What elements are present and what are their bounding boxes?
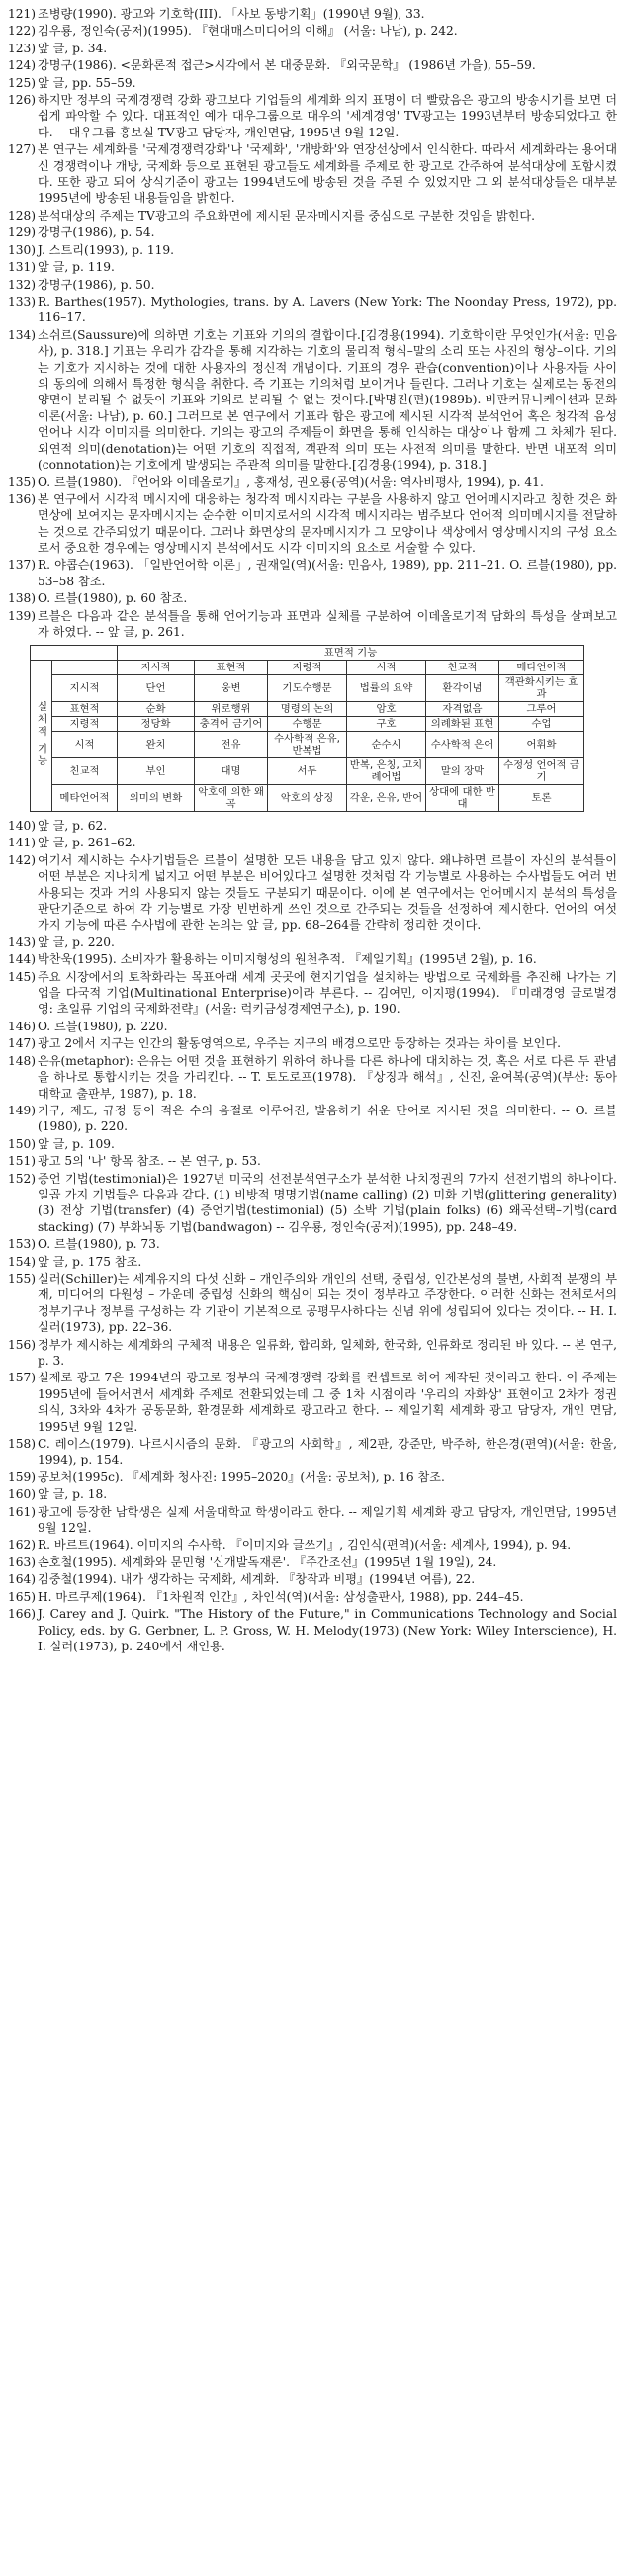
footnote-number: 153) xyxy=(8,1237,37,1252)
footnote-number: 128) xyxy=(8,208,37,222)
table-cell: 각운, 은유, 반어 xyxy=(347,785,426,812)
footnote-number: 164) xyxy=(8,1572,37,1587)
footnote-number: 121) xyxy=(8,7,37,21)
footnote xyxy=(8,6,617,22)
footnote xyxy=(8,1469,617,1485)
table-cell: 위로행위 xyxy=(195,702,268,717)
footnote-text: J. 스트리(1993), p. 119. xyxy=(38,242,174,257)
footnote xyxy=(8,1271,617,1336)
footnote xyxy=(8,1504,617,1537)
table-row-header: 시적 xyxy=(52,732,118,758)
footnote xyxy=(8,852,617,933)
footnote xyxy=(8,1554,617,1570)
table-row-header: 메타언어적 xyxy=(52,785,118,812)
footnote-number: 155) xyxy=(8,1271,37,1286)
footnote xyxy=(8,224,617,240)
footnote-number: 137) xyxy=(8,558,37,573)
table-cell: 충격어 금기어 xyxy=(195,717,268,732)
footnote-text: 공보처(1995c). 『세계화 청사진: 1995–2020』(서울: 공보처), p. 16 참조. xyxy=(38,1469,445,1484)
footnote-text: 강명구(1986), p. 50. xyxy=(38,277,155,292)
footnote-text: 앞 글, p. 175 참조. xyxy=(38,1254,142,1269)
footnote-text: 앞 글, p. 34. xyxy=(38,41,108,55)
function-table-figure xyxy=(30,645,583,812)
footnote-number: 124) xyxy=(8,58,37,73)
footnote-text: 은유(metaphor): 은유는 어떤 것을 표현하기 위하여 하나를 다른 하나에 대치하는 것, 혹은 서로 다른 두 관념을 하나로 통합시키는 것을 가리킨다. -- T. 토도로프(1978). 『상징과 해석』, 신진, 윤여복(공역)(부산: 동아대학교 출판부, 1987), p. 18. xyxy=(38,1053,617,1101)
table-row xyxy=(31,717,584,732)
footnote xyxy=(8,1537,617,1553)
table-cell: 의미의 변화 xyxy=(118,785,195,812)
table-cell: 자격없음 xyxy=(426,702,499,717)
footnote-text: 주요 시장에서의 토착화라는 목표아래 세계 곳곳에 현지기업을 설치하는 방법으로 국제화를 추진해 나가는 기업을 다국적 기업(Multinational Enterprise)이라 부른다. -- 김여민, 이지평(1994). 『미래경영 글로벌경영: 초일류 기업의 국제화전략』(서울: 럭키금성경제연구소), p. 190. xyxy=(38,969,617,1017)
footnote-number: 141) xyxy=(8,836,37,850)
footnote-text: 정부가 제시하는 세계화의 구체적 내용은 일류화, 합리화, 일체화, 한국화, 인류화로 정리된 바 있다. -- 본 연구, p. 3. xyxy=(38,1337,617,1368)
footnote xyxy=(8,1053,617,1102)
footnote-number: 131) xyxy=(8,260,37,275)
footnote-text: 본 연구는 세계화를 '국제경쟁력강화'나 '국제화', '개방화'와 연장선상에서 인식한다. 따라서 세계화라는 용어대신 경쟁력이나 개방, 국제화 등으로 표현된 광고들도 세계화를 주제로 한 광고로 간주하여 분석대상에 포함시켰다. 또한 광고 되어 상식기준이 광고는 1994년도에 방송된 것을 주된 수 있었지만 그 외 분석대상들은 대부분 1995년에 방송된 내용들임을 밝힌다. xyxy=(38,142,617,206)
table-cell: 수정성 언어적 금기 xyxy=(499,758,584,785)
table-cell: 객관화시키는 효과 xyxy=(499,675,584,702)
table-column-header: 시적 xyxy=(347,661,426,675)
footnote xyxy=(8,491,617,557)
table-row-header: 친교적 xyxy=(52,758,118,785)
footnote xyxy=(8,474,617,489)
footnote-text: 앞 글, pp. 55–59. xyxy=(38,75,136,90)
footnote xyxy=(8,1486,617,1502)
table-column-header: 표현적 xyxy=(195,661,268,675)
footnote-number: 160) xyxy=(8,1487,37,1502)
table-row-header: 지령적 xyxy=(52,717,118,732)
footnote-number: 123) xyxy=(8,41,37,55)
footnote xyxy=(8,818,617,834)
footnote-number: 144) xyxy=(8,952,37,967)
table-side-header xyxy=(31,661,52,812)
footnote-text: 여기서 제시하는 수사기법들은 르블이 설명한 모든 내용을 담고 있지 않다. 왜냐하면 르블이 자신의 분석틀이 어떤 부분은 지나치게 넓지고 어떤 부분은 비어있다고 설명한 것처럼 각 기능별로 사용하는 수사법들도 여러 번 사용되는 것과 거의 사용되지 않는 것들도 구분되기 때문이다. 이에 본 연구에서는 언어메시지 분석의 특성을 판단기준으로 하여 각 기능별로 가장 빈번하게 쓰인 것으로 간주되는 것들을 선정하여 제시한다. 언어의 여섯 가지 기능에 따른 수사법에 관한 논의는 앞 글, pp. 68–264를 간략히 정리한 것이다. xyxy=(38,852,617,933)
footnote xyxy=(8,969,617,1018)
table-cell: 대명 xyxy=(195,758,268,785)
footnote-number: 133) xyxy=(8,294,37,309)
table-row xyxy=(31,758,584,785)
footnote xyxy=(8,1035,617,1051)
footnote-text: 손호철(1995). 세계화와 문민형 '신개발독재론'. 『주간조선』(1995년 1월 19일), 24. xyxy=(38,1554,497,1569)
footnote xyxy=(8,242,617,258)
footnote-text: O. 르블(1980), p. 60 참조. xyxy=(38,591,188,606)
footnote xyxy=(8,277,617,293)
footnote xyxy=(8,141,617,207)
footnote xyxy=(8,835,617,850)
footnote-number: 125) xyxy=(8,75,37,90)
footnote-number: 162) xyxy=(8,1538,37,1553)
footnote-number: 159) xyxy=(8,1469,37,1484)
footnote xyxy=(8,590,617,606)
footnote-number: 129) xyxy=(8,225,37,240)
table-column-header: 친교적 xyxy=(426,661,499,675)
table-top-header: 표면적 기능 xyxy=(118,646,584,661)
footnote xyxy=(8,951,617,967)
footnote-text: R. 야콥슨(1963). 「일반언어학 이론」, 권재일(역)(서울: 민음사, 1989), pp. 211–21. O. 르블(1980), pp. 53–58 참조. xyxy=(38,558,617,588)
footnote-text: 앞 글, p. 62. xyxy=(38,819,108,833)
table-column-header: 지령적 xyxy=(268,661,347,675)
footnote xyxy=(8,327,617,474)
footnote-number: 154) xyxy=(8,1254,37,1269)
footnotes-bottom xyxy=(8,818,617,1655)
footnote-text: 르블은 다음과 같은 분석틀을 통해 언어기능과 표면과 실체를 구분하여 이데올로기적 담화의 특성을 살펴보고자 하였다. -- 앞 글, p. 261. xyxy=(38,608,617,640)
footnote-text: 강명구(1986), p. 54. xyxy=(38,225,155,240)
footnote-number: 138) xyxy=(8,591,37,606)
footnote-number: 165) xyxy=(8,1589,37,1604)
footnote-text: 앞 글, p. 18. xyxy=(38,1487,108,1502)
table-cell: 의례화된 표현 xyxy=(426,717,499,732)
footnote-number: 140) xyxy=(8,819,37,833)
footnote-text: 김중철(1994). 내가 생각하는 국제화, 세계화. 『창작과 비평』(1994년 여름), 22. xyxy=(38,1572,476,1587)
footnote xyxy=(8,934,617,950)
footnote-text: 광고 5의 '나' 항목 참조. -- 본 연구, p. 53. xyxy=(38,1154,261,1169)
table-cell: 말의 장막 xyxy=(426,758,499,785)
footnote-number: 143) xyxy=(8,934,37,949)
table-row xyxy=(31,675,584,702)
table-cell: 악호의 상징 xyxy=(268,785,347,812)
footnote-text: 실제로 광고 7은 1994년의 광고로 정부의 국제경쟁력 강화를 컨셉트로 하여 제작된 것이라고 한다. 이 주제는 1995년에 들어서면서 세계화 주제로 전환되었는데 그 중 1차 시점이라 '우리의 자화상' 표현이고 2차가 정권의식, 3차와 4차가 공동문화, 환경문화 세계화로 광고라고 한다. -- 제일기획 세계화 광고 담당자, 개인 면담, 1995년 9월 12일. xyxy=(38,1371,617,1434)
footnote xyxy=(8,208,617,223)
footnote-number: 156) xyxy=(8,1337,37,1352)
footnote xyxy=(8,294,617,326)
footnote xyxy=(8,1606,617,1654)
footnote-number: 126) xyxy=(8,93,37,108)
table-cell: 정당화 xyxy=(118,717,195,732)
table-side-header-label: 실체적 기능 xyxy=(35,700,47,768)
footnote-number: 166) xyxy=(8,1607,37,1622)
table-column-header-row xyxy=(31,661,584,675)
footnote-text: 강명구(1986). <문화론적 접근>시각에서 본 대중문화. 『외국문학』 (1986년 가을), 55–59. xyxy=(38,58,536,73)
footnote-number: 152) xyxy=(8,1171,37,1186)
footnote-text: 증언 기법(testimonial)은 1927년 미국의 선전분석연구소가 분석한 나치정권의 7가지 선전기법의 하나이다. 일곱 가지 기법들은 다음과 같다. (1) 비방적 명명기법(name calling) (2) 미화 기법(glittering generality) (3) 전상 기법(transfer) (4) 증언기법(testimonial) (5) 소박 기법(plain folks) (6) 왜곡선택–기법(card stacking) (7) 부화뇌동 기법(bandwagon) -- 김우룡, 정인숙(공저)(1995), pp. 248–49. xyxy=(38,1171,617,1234)
table-cell: 수업 xyxy=(499,717,584,732)
footnote-text: 앞 글, p. 220. xyxy=(38,934,115,949)
table-cell: 반복, 은칭, 고치례어법 xyxy=(347,758,426,785)
footnote-text: O. 르블(1980). 『언어와 이데올로기』, 홍재성, 권오룡(공역)(서울: 역사비평사, 1994), p. 41. xyxy=(38,475,544,489)
footnote-text: 분석대상의 주제는 TV광고의 주요화면에 제시된 문자메시지를 중심으로 구분한 것임을 밝힌다. xyxy=(38,208,536,222)
footnote-text: J. Carey and J. Quirk. "The History of the Future," in Communications Technology and Social Policy, eds. by G. Gerbner, L. P. Gross, W. H. Melody(1973) (New York: Wiley Interscience), H. I. 실러(1973), p. 240에서 재인용. xyxy=(38,1607,617,1653)
footnotes-top xyxy=(8,6,617,641)
table-cell: 순화 xyxy=(118,702,195,717)
table-cell: 단언 xyxy=(118,675,195,702)
table-top-header-row xyxy=(31,646,584,661)
footnote-text: H. 마르쿠제(1964). 『1차원적 인간』, 차인석(역)(서울: 삼성출판사, 1988), pp. 244–45. xyxy=(38,1589,524,1604)
footnote-text: 조병량(1990). 광고와 기호학(III). 「사보 동방기획」(1990년 9월), 33. xyxy=(38,7,425,21)
footnote xyxy=(8,1136,617,1152)
footnote-number: 134) xyxy=(8,327,37,342)
footnote-text: R. Barthes(1957). Mythologies, trans. by A. Lavers (New York: The Noonday Press, 1972), pp. 116–17. xyxy=(38,294,617,325)
language-function-table xyxy=(30,645,584,812)
footnote-number: 127) xyxy=(8,142,37,157)
footnote-number: 122) xyxy=(8,24,37,39)
footnote-number: 139) xyxy=(8,608,37,623)
table-row xyxy=(31,702,584,717)
footnote-text: O. 르블(1980), p. 73. xyxy=(38,1237,160,1252)
footnote-text: 박찬욱(1995). 소비자가 활용하는 이미지형성의 원천추적. 『제일기획』(1995년 2월), p. 16. xyxy=(38,952,537,967)
footnote-text: 앞 글, p. 109. xyxy=(38,1136,115,1151)
footnote xyxy=(8,1436,617,1468)
footnote-number: 157) xyxy=(8,1371,37,1385)
table-column-header xyxy=(52,661,118,675)
footnote-number: 151) xyxy=(8,1154,37,1169)
footnote xyxy=(8,1571,617,1587)
footnote-text: 본 연구에서 시각적 메시지에 대응하는 청각적 메시지라는 구분을 사용하지 않고 언어메시지라고 칭한 것은 화면상에 보여지는 문자메시지는 순수한 이미지로서의 시각적 메시지라는 범주보다 언어적 의미메시지를 전달하는 것으로 간주되었기 때문이다. 그러나 화면상의 문자메시지가 그 모양이나 색상에서 영상메시지의 구성 요소로서 중요한 경우에는 영상메시지 분석에서도 시각 이미지의 요소로 서술할 수 있다. xyxy=(38,491,617,555)
footnote-number: 136) xyxy=(8,491,37,506)
table-cell: 순수시 xyxy=(347,732,426,758)
footnote-number: 150) xyxy=(8,1136,37,1151)
footnote-number: 145) xyxy=(8,969,37,984)
footnote-text: C. 레이스(1979). 나르시시즘의 문화. 『광고의 사회학』, 제2판, 강준만, 박주하, 한은경(편역)(서울: 한울, 1994), p. 154. xyxy=(38,1437,617,1467)
table-row xyxy=(31,785,584,812)
table-cell: 기도수행문 xyxy=(268,675,347,702)
table-column-header: 지시적 xyxy=(118,661,195,675)
footnote-text: 광고 2에서 지구는 인간의 활동영역으로, 우주는 지구의 배경으로만 등장하는 것과는 차이를 보인다. xyxy=(38,1036,562,1051)
footnote-number: 158) xyxy=(8,1437,37,1452)
table-cell: 상대에 대한 반대 xyxy=(426,785,499,812)
footnote-number: 149) xyxy=(8,1103,37,1117)
table-cell: 어휘화 xyxy=(499,732,584,758)
table-row xyxy=(31,732,584,758)
footnote-number: 163) xyxy=(8,1554,37,1569)
footnote xyxy=(8,92,617,140)
footnote xyxy=(8,557,617,589)
table-cell: 토론 xyxy=(499,785,584,812)
footnote xyxy=(8,1153,617,1169)
footnote-text: 김우룡, 정인숙(공저)(1995). 『현대매스미디어의 이해』 (서울: 나남), p. 242. xyxy=(38,24,458,39)
table-corner xyxy=(31,646,118,661)
table-cell: 암호 xyxy=(347,702,426,717)
footnote-number: 147) xyxy=(8,1036,37,1051)
footnote xyxy=(8,1589,617,1605)
table-cell: 그루어 xyxy=(499,702,584,717)
footnote xyxy=(8,259,617,275)
footnote xyxy=(8,1236,617,1252)
footnote xyxy=(8,57,617,73)
table-cell: 부인 xyxy=(118,758,195,785)
footnote xyxy=(8,1019,617,1034)
footnote-text: 앞 글, p. 119. xyxy=(38,260,115,275)
footnote xyxy=(8,1337,617,1370)
footnote-number: 130) xyxy=(8,242,37,257)
footnote-number: 148) xyxy=(8,1053,37,1068)
footnote-number: 142) xyxy=(8,852,37,867)
footnote-number: 161) xyxy=(8,1504,37,1519)
table-cell: 명령의 논의 xyxy=(268,702,347,717)
footnote-number: 135) xyxy=(8,475,37,489)
footnote-text: 소쉬르(Saussure)에 의하면 기호는 기표와 기의의 결합이다.[김경용(1994). 기호학이란 무엇인가(서울: 민음사), p. 318.] 기표는 우리가 감각을 통해 지각하는 기호의 물리적 형식–말의 소리 또는 사진의 형상–이다. 기의는 기호가 지시하는 것에 대한 사용자의 정신적 개념이다. 기표의 경우 관습(convention)이나 사용자들 사이의 동의에 의해서 특정한 형식을 취한다. 즉 기표는 기의처럼 보이거나 들린다. 그러나 기호는 실제로는 동전의 양면이 분리될 수 없듯이 기표와 기의로 분리될 수 없는 것이다.[박명진(편)(1989b). 비판커뮤니케이션과 문화이론(서울: 나남), p. 60.] 그러므로 본 연구에서 기표라 함은 광고에 제시된 시각적 분석언어 혹은 청각적 음성언어나 시각 이미지를 의미한다. 기의는 광고의 주제들이 화면을 통해 인식하는 대상이나 함께 그 차체가 된다. 외연적 의미(denotation)는 어떤 기호의 직접적, 객관적 의미 또는 사전적 의미를 말한다. 반면 내포적 의미(connotation)는 기호에게 발생되는 주관적 의미를 말한다.[김경용(1994), p. 318.] xyxy=(38,327,617,472)
footnote-number: 132) xyxy=(8,277,37,292)
table-cell: 법률의 요약 xyxy=(347,675,426,702)
footnote-text: 하지만 정부의 국제경쟁력 강화 광고보다 기업들의 세계화 의지 표명이 더 빨랐음은 광고의 방송시기를 보면 더 쉽게 파악할 수 있다. 대표적인 예가 대우그룹으로 대우의 '세계경영' TV광고는 1993년부터 방송되었다고 한다. -- 대우그룹 홍보실 TV광고 담당자, 개인면담, 1995년 9월 12일. xyxy=(38,93,617,139)
footnote xyxy=(8,23,617,39)
table-row-header: 표현적 xyxy=(52,702,118,717)
footnote-text: R. 바르트(1964). 이미지의 수사학. 『이미지와 글쓰기』, 김인식(편역)(서울: 세계사, 1994), p. 94. xyxy=(38,1538,572,1553)
table-cell: 악호에 의한 왜곡 xyxy=(195,785,268,812)
table-cell: 수사학적 은유, 반복법 xyxy=(268,732,347,758)
footnote-text: O. 르블(1980), p. 220. xyxy=(38,1019,168,1033)
footnote-text: 광고에 등장한 남학생은 실제 서울대학교 학생이라고 한다. -- 제일기획 세계화 광고 담당자, 개인면담, 1995년 9월 12일. xyxy=(38,1504,617,1536)
footnote xyxy=(8,1254,617,1270)
table-cell: 구호 xyxy=(347,717,426,732)
table-cell: 완치 xyxy=(118,732,195,758)
footnote xyxy=(8,75,617,91)
footnote xyxy=(8,1171,617,1236)
footnote xyxy=(8,1103,617,1135)
footnote-text: 실러(Schiller)는 세계유지의 다섯 신화 – 개인주의와 개인의 선택, 중립성, 인간본성의 불변, 사회적 분쟁의 부재, 미디어의 다원성 – 가운데 중립성 신화의 핵심이 되는 것이 정부라고 주장한다. 이러한 신화는 전체로서의 정부기구나 정부를 구성하는 각 기관이 기본적으로 공평무사하다는 신념 위에 성립되어 있다는 것이다. -- H. I. 실러(1973), pp. 22–36. xyxy=(38,1271,617,1335)
footnote xyxy=(8,1370,617,1435)
table-row-header: 지시적 xyxy=(52,675,118,702)
footnote-text: 기구, 제도, 규정 등이 적은 수의 음절로 이루어진, 발음하기 쉬운 단어로 지시된 것을 의미한다. -- O. 르블(1980), p. 220. xyxy=(38,1103,617,1134)
footnote xyxy=(8,41,617,56)
table-cell: 환각이념 xyxy=(426,675,499,702)
table-column-header: 메타언어적 xyxy=(499,661,584,675)
table-cell: 웅변 xyxy=(195,675,268,702)
footnote-number: 146) xyxy=(8,1019,37,1033)
table-cell: 전유 xyxy=(195,732,268,758)
footnote-text: 앞 글, p. 261–62. xyxy=(38,836,136,850)
footnote xyxy=(8,608,617,641)
table-cell: 서두 xyxy=(268,758,347,785)
table-cell: 수사학적 은어 xyxy=(426,732,499,758)
table-cell: 수행문 xyxy=(268,717,347,732)
